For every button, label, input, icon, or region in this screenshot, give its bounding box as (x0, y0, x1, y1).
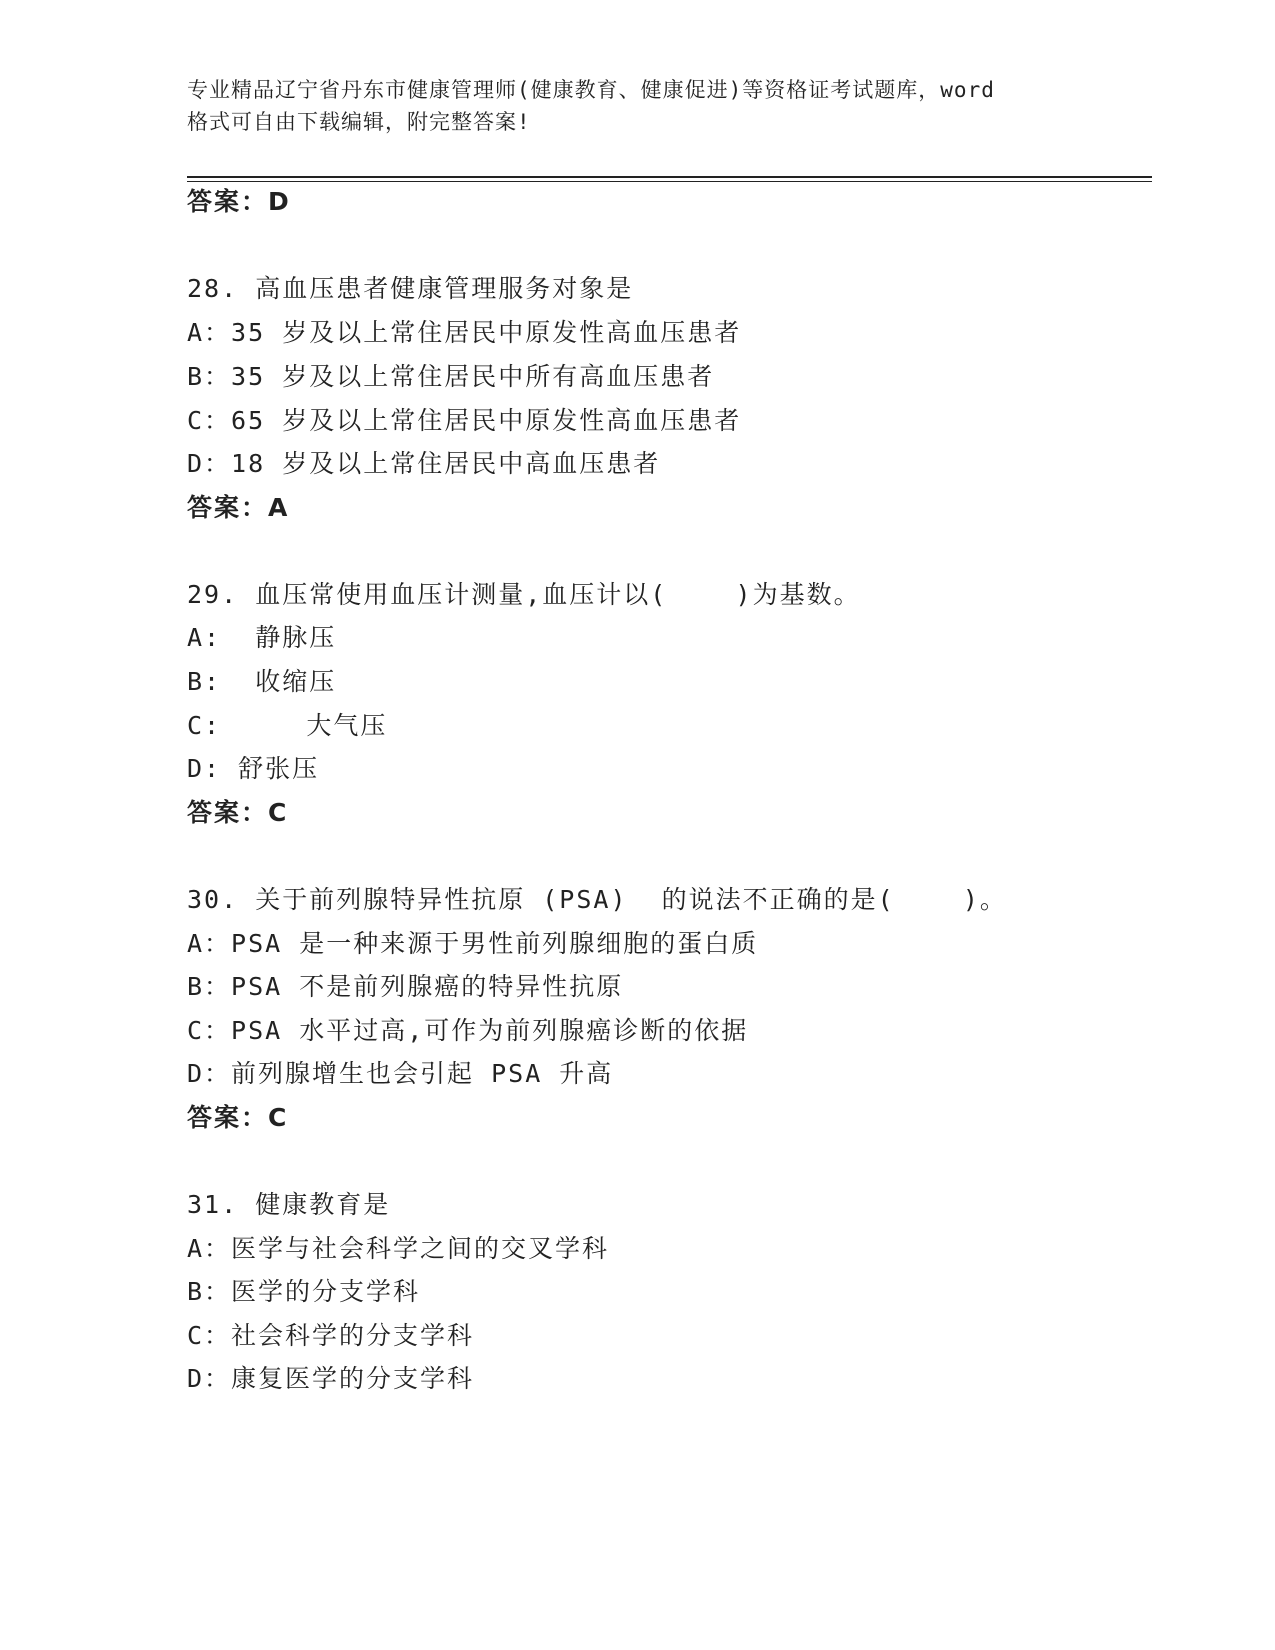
q30-option-b: B：PSA 不是前列腺癌的特异性抗原 (187, 972, 624, 1001)
answer-29: 答案：C (187, 798, 289, 827)
answer-27: 答案：D (187, 187, 291, 216)
answer-28: 答案：A (187, 493, 290, 522)
header-line-2: 格式可自由下载编辑，附完整答案! (187, 110, 531, 134)
q29-option-b: B: 收缩压 (187, 667, 337, 696)
q30-option-d: D：前列腺增生也会引起 PSA 升高 (187, 1059, 614, 1088)
q29-option-a: A: 静脉压 (187, 623, 337, 652)
q28-option-b: B：35 岁及以上常住居民中所有高血压患者 (187, 362, 715, 391)
question-30: 30. 关于前列腺特异性抗原 (PSA) 的说法不正确的是( )。 (187, 885, 1007, 914)
page-header (187, 74, 1087, 138)
q30-option-c: C：PSA 水平过高,可作为前列腺癌诊断的依据 (187, 1016, 749, 1045)
q28-option-a: A：35 岁及以上常住居民中原发性高血压患者 (187, 318, 742, 347)
header-line-1: 专业精品辽宁省丹东市健康管理师(健康教育、健康促进)等资格证考试题库，word (187, 78, 995, 102)
q31-option-a: A：医学与社会科学之间的交叉学科 (187, 1234, 610, 1263)
q31-option-b: B：医学的分支学科 (187, 1277, 421, 1306)
q31-option-c: C：社会科学的分支学科 (187, 1321, 475, 1350)
q28-option-c: C：65 岁及以上常住居民中原发性高血压患者 (187, 406, 742, 435)
answer-30: 答案：C (187, 1103, 289, 1132)
q28-option-d: D：18 岁及以上常住居民中高血压患者 (187, 449, 661, 478)
q31-option-d: D：康复医学的分支学科 (187, 1364, 475, 1393)
header-rule-thin (187, 181, 1152, 182)
question-28: 28. 高血压患者健康管理服务对象是 (187, 274, 634, 303)
header-rule (187, 176, 1152, 178)
question-29: 29. 血压常使用血压计测量,血压计以( )为基数。 (187, 580, 861, 609)
q29-option-d: D: 舒张压 (187, 754, 320, 783)
q29-option-c: C: 大气压 (187, 711, 388, 740)
q30-option-a: A：PSA 是一种来源于男性前列腺细胞的蛋白质 (187, 929, 759, 958)
question-31: 31. 健康教育是 (187, 1190, 391, 1219)
